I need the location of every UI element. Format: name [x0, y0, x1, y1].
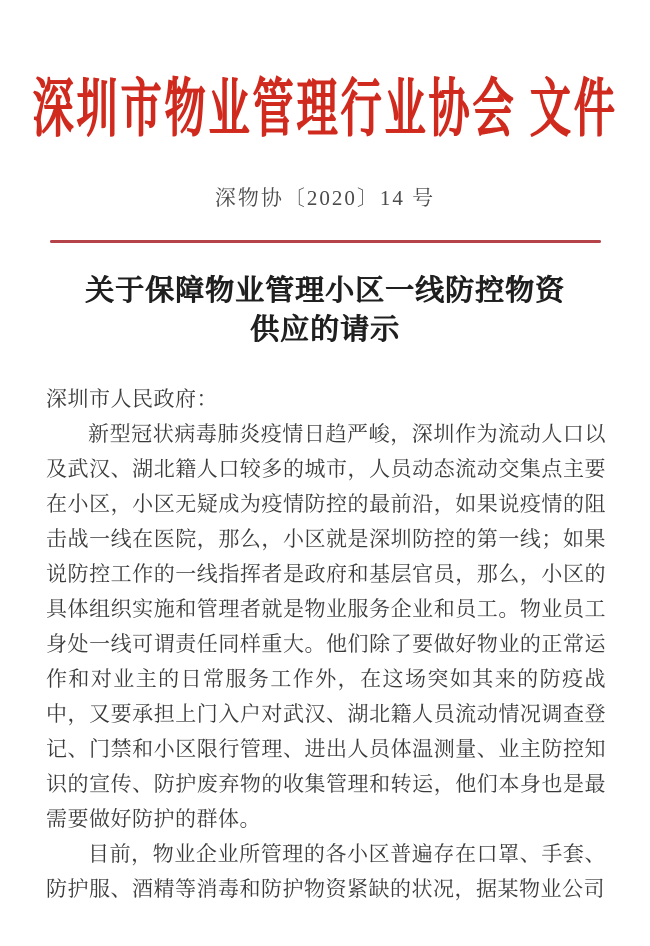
letterhead-org-title: 深圳市物业管理行业协会 文件	[32, 73, 618, 145]
document-title-line2: 供应的请示	[249, 314, 400, 346]
document-reference-number: 深物协〔2020〕14 号	[214, 186, 436, 210]
body-paragraph: 目前，物业企业所管理的各小区普遍存在口罩、手套、防护服、酒精等消毒和防护物资紧缺的状况，据某物业公司	[46, 842, 606, 901]
document-title	[0, 272, 650, 350]
document-title-line1: 关于保障物业管理小区一线防控物资	[84, 275, 565, 307]
body-paragraph: 新型冠状病毒肺炎疫情日趋严峻，深圳作为流动人口以及武汉、湖北籍人口较多的城市，人员动态流动交集点主要在小区，小区无疑成为疫情防控的最前沿，如果说疫情的阻击战一线在医院，那么，小区就是深圳防控的第一线；如果说防控工作的一线指挥者是政府和基层官员，那么，小区的具体组织实施和管理者就是物业服务企业和员工。物业员工身处一线可谓责任同样重大。他们除了要做好物业的正常运作和对业主的日常服务工作外，在这场突如其来的防疫战中，又要承担上门入户对武汉、湖北籍人员流动情况调查登记、门禁和小区限行管理、进出人员体温测量、业主防控知识的宣传、防护废弃物的收集管理和转运，他们本身也是最需要做好防护的群体。	[46, 422, 606, 831]
letterhead-divider	[50, 240, 601, 243]
document-body	[46, 382, 606, 907]
salutation: 深圳市人民政府：	[46, 387, 218, 411]
